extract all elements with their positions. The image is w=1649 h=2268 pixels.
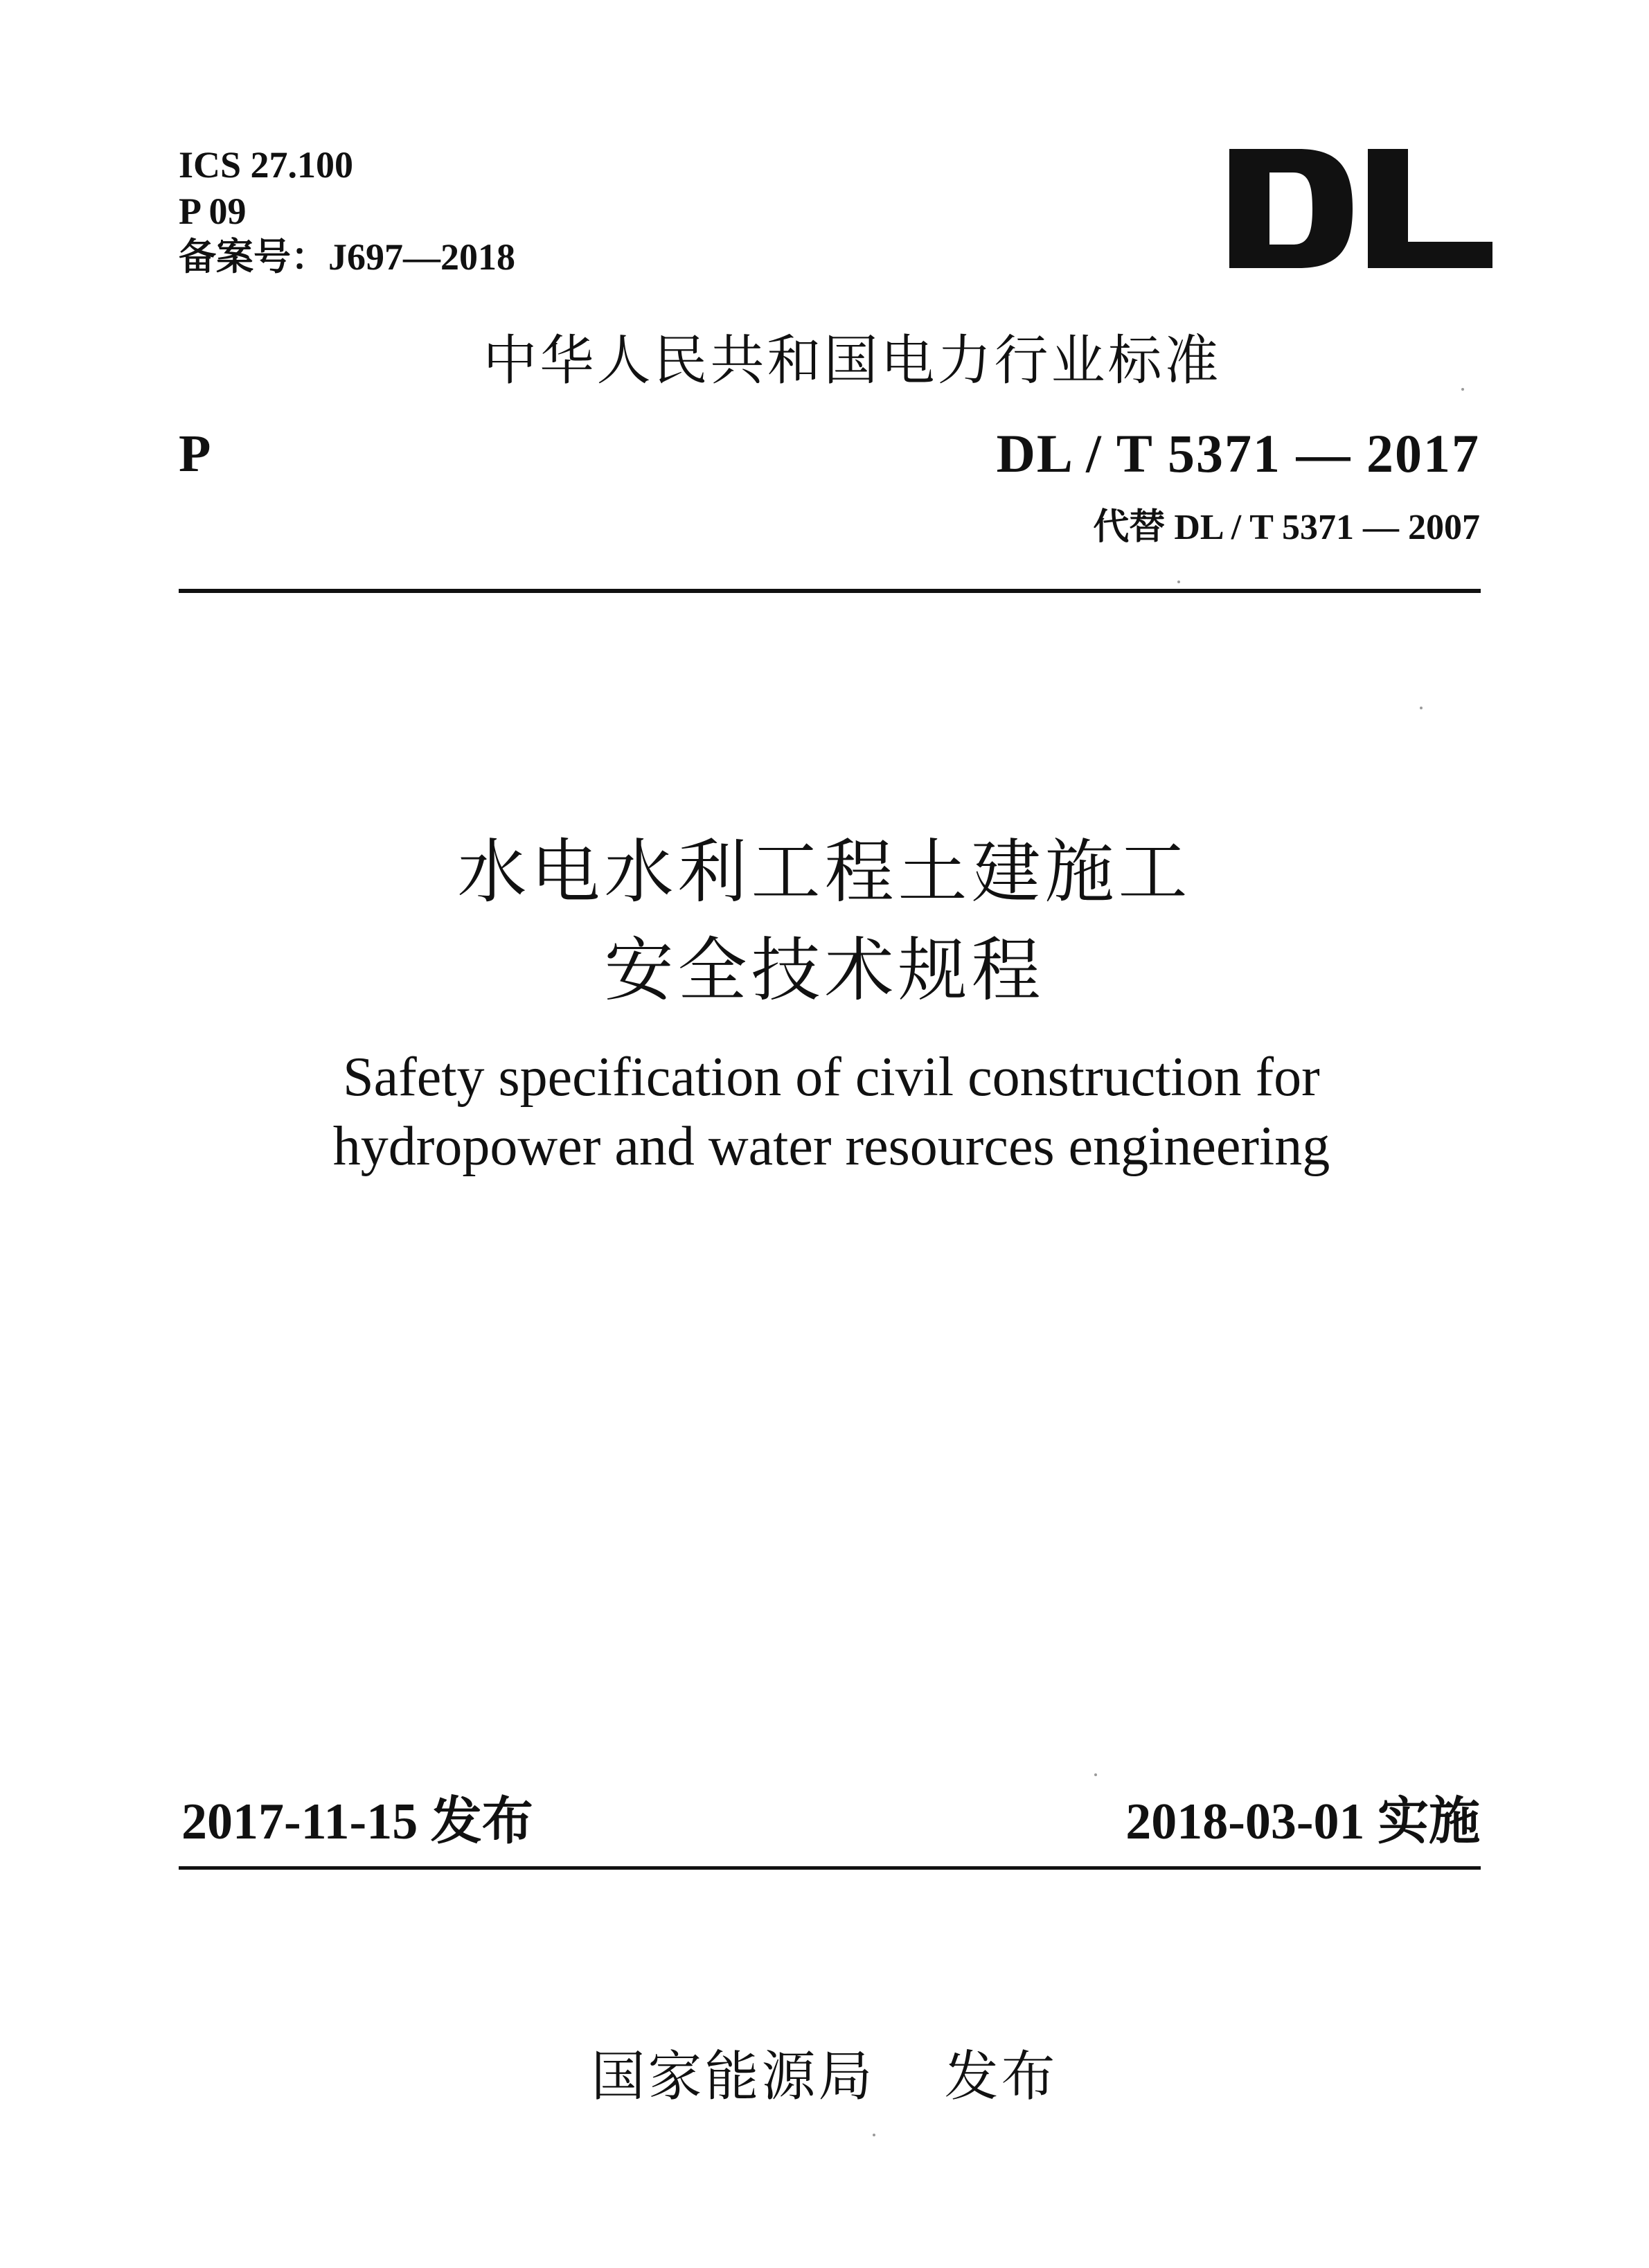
record-number: 备案号：J697—2018 bbox=[179, 236, 515, 278]
title-en-line-1: Safety specification of civil construction for bbox=[343, 1047, 1320, 1108]
scan-speck bbox=[1177, 581, 1180, 583]
category-letter: P bbox=[179, 425, 211, 483]
scan-speck bbox=[873, 2134, 875, 2136]
ics-code: ICS 27.100 bbox=[179, 144, 354, 186]
scan-speck bbox=[1094, 1773, 1097, 1776]
title-en-line-2: hydropower and water resources engineering bbox=[332, 1116, 1330, 1177]
scan-speck bbox=[1420, 707, 1423, 709]
dl-logo bbox=[1229, 149, 1492, 268]
title-cn-line-2: 安全技术规程 bbox=[604, 930, 1045, 1011]
dl-logo-mark bbox=[1229, 149, 1492, 268]
implementation-date: 2018-03-01 实施 bbox=[1125, 1793, 1480, 1850]
industry-standard-heading: 中华人民共和国电力行业标准 bbox=[483, 330, 1222, 392]
replaced-standard: 代替 DL / T 5371 — 2007 bbox=[1093, 508, 1480, 547]
scan-speck bbox=[1461, 388, 1464, 391]
classification-code: P 09 bbox=[179, 191, 247, 232]
publisher-action: 发布 bbox=[944, 2046, 1058, 2108]
title-cn-line-1: 水电水利工程土建施工 bbox=[457, 831, 1192, 912]
footer-divider bbox=[179, 1866, 1481, 1870]
standard-number: DL / T 5371 — 2017 bbox=[996, 423, 1480, 484]
issue-date: 2017-11-15 发布 bbox=[181, 1793, 533, 1850]
publisher-name: 国家能源局 bbox=[591, 2046, 875, 2108]
header-divider bbox=[179, 589, 1481, 593]
publisher-line bbox=[0, 2033, 1649, 2111]
